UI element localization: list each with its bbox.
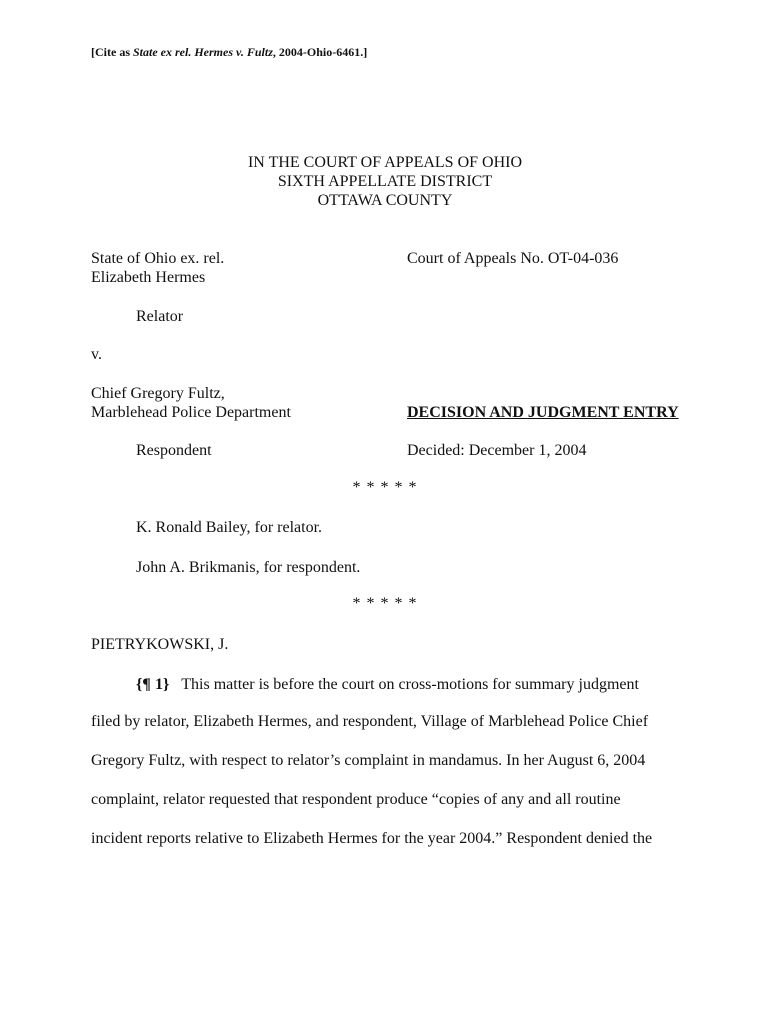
paragraph-line: [136, 675, 639, 694]
respondent-name-line1: Chief Gregory Fultz,: [91, 385, 225, 402]
case-number: Court of Appeals No. OT-04-036: [407, 250, 619, 267]
respondent-role: Respondent: [136, 442, 212, 459]
citation-suffix: , 2004-Ohio-6461.]: [272, 45, 368, 59]
respondent-counsel: John A. Brikmanis, for respondent.: [136, 559, 361, 576]
judge-name: PIETRYKOWSKI, J.: [91, 636, 229, 653]
versus: v.: [91, 346, 102, 363]
section-separator: * * * * *: [352, 595, 418, 612]
paragraph-line: incident reports relative to Elizabeth Hermes for the year 2004.” Respondent denied the: [91, 830, 653, 847]
relator-role: Relator: [136, 308, 184, 325]
court-district: SIXTH APPELLATE DISTRICT: [277, 173, 493, 190]
paragraph-line: complaint, relator requested that respondent produce “copies of any and all routine: [91, 791, 621, 808]
entry-title: DECISION AND JUDGMENT ENTRY: [407, 404, 679, 421]
section-separator: * * * * *: [352, 479, 418, 496]
respondent-name-line2: Marblehead Police Department: [91, 404, 291, 421]
paragraph-line: Gregory Fultz, with respect to relator’s complaint in mandamus. In her August 6, 2004: [91, 752, 646, 769]
court-header: [0, 153, 770, 210]
court-name: IN THE COURT OF APPEALS OF OHIO: [247, 154, 523, 171]
court-county: OTTAWA COUNTY: [317, 192, 453, 209]
relator-counsel: K. Ronald Bailey, for relator.: [136, 519, 323, 536]
relator-name-line2: Elizabeth Hermes: [91, 269, 206, 286]
citation-case-name: State ex rel. Hermes v. Fultz: [133, 45, 273, 59]
paragraph-text: This matter is before the court on cross-motions for summary judgment: [181, 676, 639, 693]
citation-line: [91, 45, 367, 60]
decided-date: Decided: December 1, 2004: [407, 442, 587, 459]
paragraph-line: filed by relator, Elizabeth Hermes, and respondent, Village of Marblehead Police Chief: [91, 713, 649, 730]
paragraph-mark: {¶ 1}: [136, 676, 170, 693]
citation-prefix: [Cite as: [91, 45, 133, 59]
relator-name-line1: State of Ohio ex. rel.: [91, 250, 225, 267]
